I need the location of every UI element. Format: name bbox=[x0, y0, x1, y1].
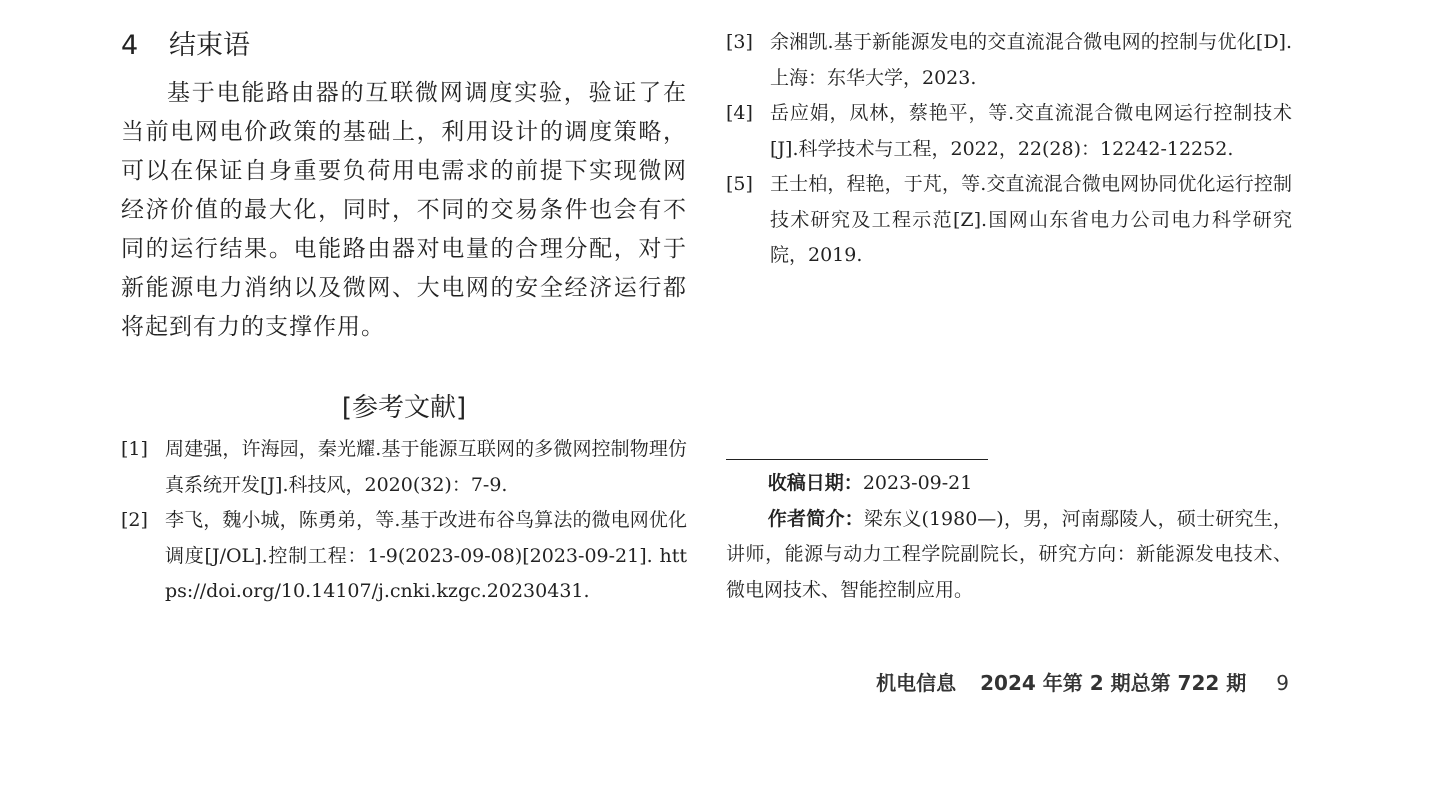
reference-item bbox=[121, 503, 687, 610]
reference-number: [2] bbox=[121, 509, 148, 531]
reference-text: 王士柏，程艳，于芃，等.交直流混合微电网协同优化运行控制技术研究及工程示范[Z].国网山东省电力公司电力科学研究院，2019. bbox=[770, 173, 1292, 266]
references-heading: [参考文献] bbox=[341, 393, 467, 423]
reference-list-right bbox=[726, 25, 1292, 274]
journal-name: 机电信息 bbox=[876, 671, 957, 695]
author-bio-text: 梁东义(1980—)，男，河南鄢陵人，硕士研究生，讲师，能源与动力工程学院副院长，研究方向：新能源发电技术、微电网技术、智能控制应用。 bbox=[726, 507, 1292, 601]
section-heading bbox=[121, 28, 250, 64]
conclusion-paragraph: 基于电能路由器的互联微网调度实验，验证了在当前电网电价政策的基础上，利用设计的调度策略，可以在保证自身重要负荷用电需求的前提下实现微网经济价值的最大化，同时，不同的交易条件也会有不同的运行结果。电能路由器对电量的合理分配，对于新能源电力消纳以及微网、大电网的安全经济运行都将起到有力的支撑作用。 bbox=[121, 80, 687, 340]
reference-item bbox=[726, 96, 1292, 167]
reference-number: [4] bbox=[726, 102, 753, 124]
page-number: 9 bbox=[1276, 671, 1289, 695]
reference-text: 岳应娟，凤林，蔡艳平，等.交直流混合微电网运行控制技术[J].科学技术与工程，2022，22(28)：12242-12252. bbox=[770, 102, 1292, 160]
author-bio-line bbox=[726, 502, 1292, 609]
footnote-divider bbox=[726, 459, 988, 460]
page-footer bbox=[876, 666, 1289, 700]
reference-item bbox=[726, 167, 1292, 274]
reference-item bbox=[726, 25, 1292, 96]
section-title: 结束语 bbox=[169, 30, 250, 61]
reference-item bbox=[121, 432, 687, 503]
received-date-value: 2023-09-21 bbox=[862, 472, 973, 494]
reference-text: 周建强，许海园，秦光耀.基于能源互联网的多微网控制物理仿真系统开发[J].科技风，2020(32)：7-9. bbox=[165, 438, 687, 496]
author-bio-label: 作者简介： bbox=[767, 507, 864, 530]
reference-number: [3] bbox=[726, 31, 753, 53]
issue-info: 2024 年第 2 期总第 722 期 bbox=[980, 671, 1247, 695]
reference-text: 余湘凯.基于新能源发电的交直流混合微电网的控制与优化[D].上海：东华大学，2023. bbox=[770, 31, 1292, 89]
reference-text: 李飞，魏小城，陈勇弟，等.基于改进布谷鸟算法的微电网优化调度[J/OL].控制工程：1-9(2023-09-08)[2023-09-21]. https://doi.org/10.14107/j.cnki.kzgc.20230431. bbox=[165, 509, 687, 602]
section-number: 4 bbox=[121, 30, 139, 61]
reference-number: [5] bbox=[726, 173, 753, 195]
received-date-line bbox=[726, 466, 1292, 502]
author-info bbox=[726, 466, 1292, 608]
reference-list-left bbox=[121, 432, 687, 610]
reference-number: [1] bbox=[121, 438, 148, 460]
received-date-label: 收稿日期： bbox=[767, 472, 863, 494]
